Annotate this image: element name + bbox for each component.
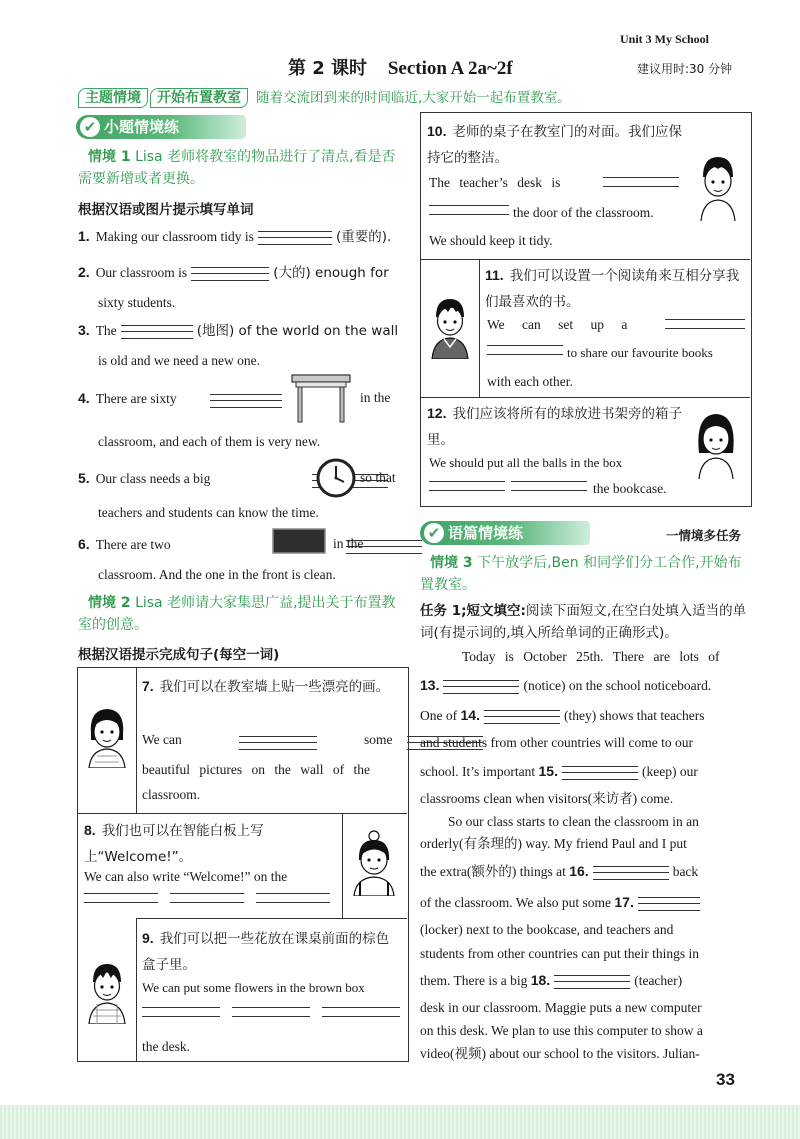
- task-1-text: 阅读下面短文,在空白处填入适当的单词(有提示词的,填入所给单词的正确形式)。: [420, 603, 747, 641]
- passage-text: the extra(额外的) things at: [420, 864, 566, 879]
- answer-blank[interactable]: [554, 975, 630, 989]
- question-5-cont: so that: [360, 470, 396, 485]
- passage-line-12: students from other countries can put their things in: [420, 946, 699, 961]
- question-number: 3.: [78, 322, 90, 338]
- question-7-english: [142, 730, 400, 750]
- scene-1: [78, 146, 408, 190]
- answer-blank[interactable]: [511, 481, 587, 491]
- passage-line-1: Today is October 25th. There are lots of: [462, 649, 720, 664]
- unit-label: Unit 3 My School: [620, 32, 710, 46]
- question-7-line3: classroom.: [142, 787, 201, 802]
- question-10: [427, 119, 689, 171]
- theme-row: [78, 86, 571, 108]
- answer-blank-group[interactable]: [84, 890, 334, 908]
- answer-blank[interactable]: [638, 897, 700, 911]
- passage-line-9: [420, 861, 698, 882]
- answer-blank[interactable]: [429, 481, 505, 491]
- scene-1-label: 情境 1: [88, 149, 131, 165]
- question-number: 15.: [538, 763, 558, 779]
- scene-2-label: 情境 2: [88, 595, 131, 611]
- suggest-time: 建议用时:30 分钟: [637, 62, 733, 76]
- answer-blank[interactable]: [593, 866, 669, 880]
- lesson-title: [288, 54, 513, 80]
- hint: (地图) of the world on the wall: [196, 323, 399, 339]
- task-1: [420, 600, 750, 644]
- question-12-line2: the bookcase.: [593, 481, 667, 496]
- answer-blank[interactable]: [322, 1007, 400, 1017]
- passage-line-15: on this desk. We plan to use this computer to show a: [420, 1023, 703, 1038]
- blackboard-image: [272, 528, 326, 559]
- answer-blank[interactable]: [232, 1007, 310, 1017]
- question-9: [142, 926, 400, 978]
- answer-blank[interactable]: [84, 893, 158, 903]
- theme-tag: 主题情境: [78, 88, 148, 108]
- passage-text: school. It’s important: [420, 764, 536, 779]
- boy-avatar: [426, 293, 474, 359]
- question-number: 16.: [569, 863, 589, 879]
- section-banner-practice: ✔ 小题情境练: [76, 115, 246, 139]
- question-5-line2: teachers and students can know the time.: [98, 505, 319, 520]
- answer-blank[interactable]: [258, 231, 332, 245]
- question-text: Making our classroom tidy is: [95, 229, 254, 244]
- answer-blank-group[interactable]: [142, 1004, 400, 1022]
- question-7: [142, 674, 400, 700]
- question-text-cont: some: [364, 732, 393, 747]
- question-1: [78, 226, 408, 247]
- question-number: 10.: [427, 123, 447, 139]
- question-number: 4.: [78, 390, 90, 406]
- passage-line-10: [420, 892, 704, 913]
- girl-ponytail-avatar: [350, 830, 398, 896]
- hint: back: [672, 864, 699, 879]
- passage-text: them. There is a big: [420, 973, 528, 988]
- question-text: Our classroom is: [95, 265, 188, 280]
- question-number: 18.: [530, 972, 551, 988]
- passage-line-3: [420, 705, 705, 726]
- answer-blank[interactable]: [484, 710, 560, 724]
- scene-1-text: Lisa 老师将教室的物品进行了清点,看是否需要新增或者更换。: [78, 149, 396, 187]
- question-text-cont: is old and we need a new one.: [98, 353, 260, 368]
- answer-blank[interactable]: [170, 893, 244, 903]
- question-box-10-12: [420, 112, 752, 507]
- footer-band: [0, 1105, 800, 1139]
- divider: [421, 397, 750, 398]
- question-text: The teacher’s desk is: [429, 175, 561, 190]
- scene-2: [78, 592, 408, 636]
- answer-blank[interactable]: [256, 893, 330, 903]
- question-number: 12.: [427, 405, 447, 421]
- question-chinese: 我们可以设置一个阅读角来互相分享我们最喜欢的书。: [485, 268, 740, 310]
- question-number: 11.: [485, 267, 504, 283]
- question-text: We can set up a: [487, 317, 628, 332]
- answer-blank[interactable]: [665, 319, 745, 329]
- question-text: There are two: [95, 537, 171, 552]
- passage-line-11: (locker) next to the bookcase, and teachers and: [420, 922, 674, 937]
- answer-blank[interactable]: [142, 1007, 220, 1017]
- theme-tag-topic: 开始布置教室: [150, 88, 248, 108]
- question-10-line2: the door of the classroom.: [513, 205, 654, 220]
- question-chinese: 我们也可以在智能白板上写上“Welcome!”。: [84, 823, 264, 865]
- question-8-english: We can also write “Welcome!” on the: [84, 869, 288, 884]
- question-text: Our class needs a big: [95, 471, 211, 486]
- divider: [136, 918, 407, 919]
- check-icon: ✔: [424, 523, 444, 543]
- answer-blank[interactable]: [239, 736, 317, 750]
- passage-line-5: [420, 761, 698, 782]
- question-chinese: 我们应该将所有的球放进书架旁的箱子里。: [427, 406, 682, 448]
- question-7-line2: beautiful pictures on the wall of the: [142, 762, 370, 777]
- question-3: [78, 316, 408, 375]
- girl-avatar: [691, 409, 741, 479]
- question-6-cont: in the: [333, 536, 364, 551]
- question-number: 1.: [78, 228, 90, 244]
- hint: (they) shows that teachers: [563, 708, 705, 723]
- hint: (keep) our: [641, 764, 698, 779]
- passage-text: of the classroom. We also put some: [420, 895, 612, 910]
- answer-blank[interactable]: [429, 205, 509, 215]
- question-12-english: We should put all the balls in the box: [429, 455, 623, 470]
- answer-blank[interactable]: [210, 394, 282, 408]
- question-chinese: 我们可以把一些花放在课桌前面的棕色盒子里。: [142, 931, 390, 973]
- question-number: 14.: [460, 707, 480, 723]
- question-number: 2.: [78, 264, 90, 280]
- question-number: 7.: [142, 678, 154, 694]
- answer-blank[interactable]: [603, 177, 679, 187]
- passage-line-14: desk in our classroom. Maggie puts a new computer: [420, 1000, 702, 1015]
- clock-image: [316, 458, 356, 503]
- lesson-number: 第 2 课时: [288, 58, 368, 79]
- passage-line-16: video(视频) about our school to the visitors. Julian-: [420, 1046, 700, 1061]
- question-text: We can: [142, 732, 182, 747]
- girl-avatar: [83, 704, 131, 768]
- question-6-line2: classroom. And the one in the front is clean.: [98, 567, 336, 582]
- hint: (teacher): [634, 973, 683, 988]
- question-text: The: [95, 323, 117, 338]
- question-box-7-9: [77, 667, 409, 1062]
- question-10-line3: We should keep it tidy.: [429, 233, 553, 248]
- passage-line-13: [420, 970, 682, 991]
- answer-blank[interactable]: [443, 680, 519, 694]
- question-number: 17.: [614, 894, 634, 910]
- question-8: [84, 818, 338, 870]
- desk-image: [290, 372, 352, 429]
- instruction-2: 根据汉语提示完成句子(每空一词): [78, 647, 280, 663]
- question-number: 13.: [420, 677, 440, 693]
- hint: (大的) enough for: [273, 265, 389, 281]
- boy-avatar: [693, 151, 743, 221]
- question-chinese: 我们可以在教室墙上贴一些漂亮的画。: [159, 679, 390, 695]
- task-1-label: 任务 1;短文填空:: [420, 603, 526, 619]
- boy-avatar: [83, 958, 131, 1024]
- passage-line-6: classrooms clean when visitors(来访者) come.: [420, 791, 674, 806]
- question-number: 9.: [142, 930, 154, 946]
- section-banner-passage: ✔ 语篇情境练: [420, 521, 590, 545]
- question-2: [78, 258, 408, 317]
- theme-description: 随着交流团到来的时间临近,大家开始一起布置教室。: [256, 90, 571, 106]
- question-6: [78, 534, 171, 555]
- passage-line-8: orderly(有条理的) way. My friend Paul and I put: [420, 836, 687, 851]
- question-number: 5.: [78, 470, 90, 486]
- section-title: Section A 2a~2f: [387, 58, 513, 79]
- question-9-english: We can put some flowers in the brown box: [142, 980, 365, 995]
- question-12: [427, 401, 683, 453]
- scene-3-text: 下午放学后,Ben 和同学们分工合作,开始布置教室。: [420, 555, 742, 593]
- scene-2-text: Lisa 老师请大家集思广益,提出关于布置教室的创意。: [78, 595, 396, 633]
- multi-task-label: 一情境多任务: [666, 528, 742, 543]
- question-5: [78, 468, 210, 489]
- passage-line-2: [420, 675, 711, 696]
- answer-blank[interactable]: [562, 766, 638, 780]
- page-number: 33: [716, 1070, 735, 1089]
- question-11-line3: with each other.: [487, 374, 573, 389]
- answer-blank[interactable]: [487, 345, 563, 355]
- passage-line-7: So our class starts to clean the classroom in an: [448, 814, 699, 829]
- passage-line-4: and students from other countries will come to our: [420, 735, 693, 750]
- answer-blank[interactable]: [121, 325, 193, 339]
- question-text-cont: sixty students.: [98, 295, 176, 310]
- instruction-1: 根据汉语或图片提示填写单词: [78, 202, 254, 218]
- question-number: 6.: [78, 536, 90, 552]
- question-chinese: 老师的桌子在教室门的对面。我们应保持它的整洁。: [427, 124, 682, 166]
- scene-3-label: 情境 3: [430, 555, 473, 571]
- question-11: [485, 263, 747, 315]
- question-number: 8.: [84, 822, 96, 838]
- answer-blank[interactable]: [191, 267, 269, 281]
- question-text: There are sixty: [95, 391, 177, 406]
- check-icon: ✔: [80, 117, 100, 137]
- question-11-line2: to share our favourite books: [567, 345, 713, 360]
- passage-text: One of: [420, 708, 458, 723]
- question-4-line2: classroom, and each of them is very new.: [98, 434, 321, 449]
- question-4-cont: in the: [360, 390, 391, 405]
- question-9-line3: the desk.: [142, 1039, 190, 1054]
- hint: (notice) on the school noticeboard.: [523, 678, 712, 693]
- scene-3: [420, 552, 750, 596]
- hint: (重要的).: [335, 229, 392, 245]
